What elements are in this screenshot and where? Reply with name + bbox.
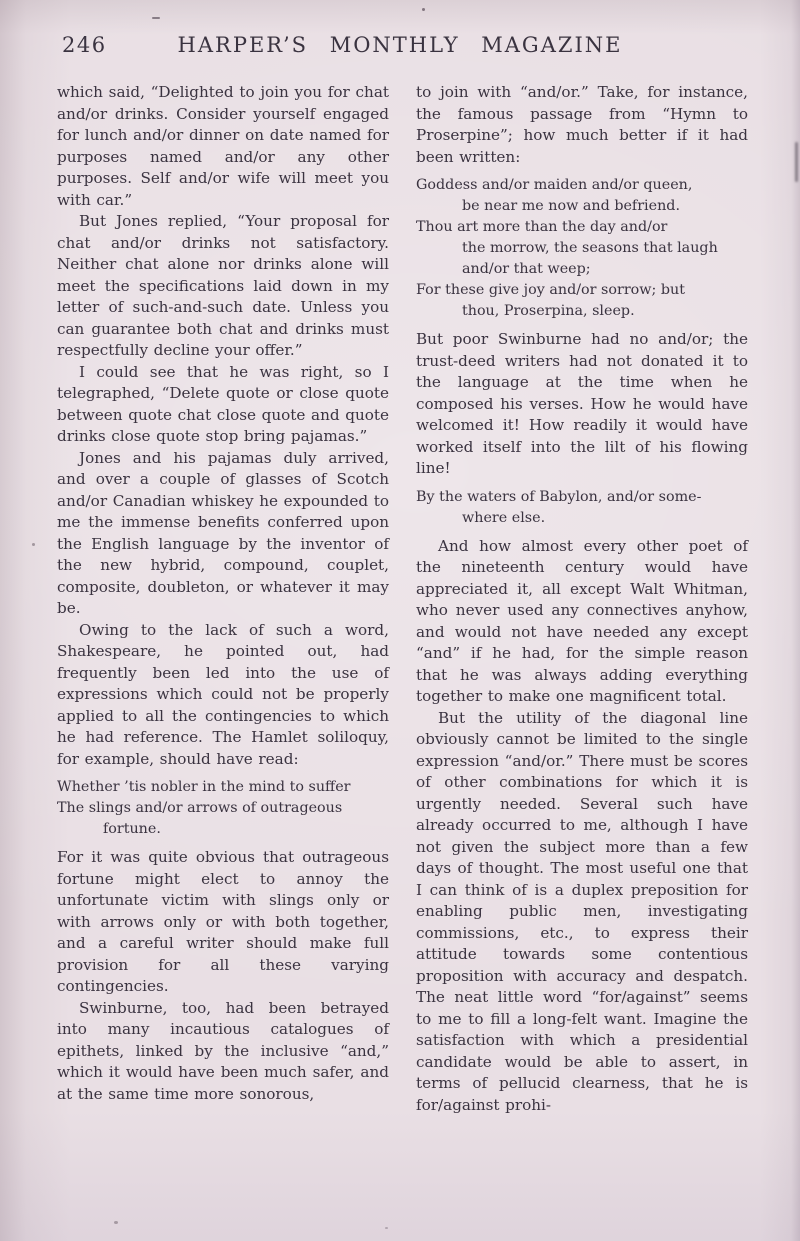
text-columns [57, 82, 747, 1116]
scan-speck [32, 543, 35, 546]
verse-line: be near me now and befriend. [462, 198, 680, 214]
scan-speck [385, 1227, 388, 1229]
magazine-title: HARPER’S MONTHLY MAGAZINE [177, 33, 623, 57]
paragraph: And how almost every other poet of the nineteenth century would have appreciated it, all except Walt Whitman, who never used any connectives anyhow, and would not have needed any except “and” if he had, for the simple reason that he was always adding everything together to make one magnificent total. [416, 536, 748, 705]
verse-line: Whether ’tis nobler in the mind to suffer [57, 779, 351, 795]
verse-line: the morrow, the seasons that laugh [462, 240, 718, 256]
verse-line: fortune. [103, 821, 161, 837]
verse-block-babylon [416, 487, 748, 529]
left-column [57, 82, 389, 1105]
verse-line: The slings and/or arrows of outrageous [57, 800, 343, 816]
page-number: 246 [62, 33, 107, 57]
scan-speck [422, 8, 425, 11]
paragraph: which said, “Delighted to join you for chat and/or drinks. Consider yourself engaged for lunch and/or dinner on date named for purposes named and/or any other purposes. Self and/or wife will meet you with car.” [57, 83, 389, 209]
verse-line: where else. [462, 509, 546, 526]
paragraph: For it was quite obvious that outrageous fortune might elect to annoy the unfortunate victim with slings only or with arrows only or with both together, and a careful writer should make full provision for all these varying contingencies. [57, 848, 389, 995]
paragraph: But Jones replied, “Your proposal for chat and/or drinks not satisfactory. Neither chat alone nor drinks alone will meet the specifications laid down in my letter of such-and-such date. Unless you can guarantee both chat and drinks must respectfully decline your offer.” [57, 212, 389, 359]
scan-speck [152, 17, 160, 19]
verse-line: thou, Proserpina, sleep. [462, 303, 635, 319]
paragraph: to join with “and/or.” Take, for instance, the famous passage from “Hymn to Proserpine”; how much better if it had been written: [416, 83, 748, 166]
paragraph: But the utility of the diagonal line obviously cannot be limited to the single expression “and/or.” There must be scores of other combinations for which it is urgently needed. Several such have already occurred to me, although I have not given the subject more than a few days of thought. The most useful one that I can think of is a duplex preposition for enabling public men, investigating commissions, etc., to express their attitude towards some contentious proposition with accuracy and despatch. The neat little word “for/against” seems to me to fill a long-felt want. Imagine the satisfaction with which a presidential candidate would be able to assert, in terms of pellucid clearness, that he is for/against prohi- [416, 708, 748, 1114]
paragraph: Owing to the lack of such a word, Shakespeare, he pointed out, had frequently been led into the use of expressions which could not be properly applied to all the contingencies to which he had reference. The Hamlet soliloquy, for example, should have read: [57, 620, 389, 768]
paragraph: I could see that he was right, so I telegraphed, “Delete quote or close quote between quote chat close quote and quote drinks close quote stop bring pajamas.” [57, 362, 389, 445]
scan-speck [114, 1221, 118, 1224]
verse-line: For these give joy and/or sorrow; but [416, 282, 685, 298]
verse-block-proserpine [416, 175, 748, 322]
verse-line: Goddess and/or maiden and/or queen, [416, 177, 693, 193]
paragraph: Jones and his pajamas duly arrived, and over a couple of glasses of Scotch and/or Canadian whiskey he expounded to me the immense benefits conferred upon the English language by the inventor of the new hybrid, compound, couplet, composite, doubleton, or whatever it may be. [57, 448, 389, 617]
scan-edge-mark [795, 142, 798, 182]
verse-line: and/or that weep; [462, 261, 591, 277]
verse-block-hamlet [57, 777, 389, 840]
paragraph: But poor Swinburne had no and/or; the trust-deed writers had not donated it to the language at the time when he composed his verses. How he would have welcomed it! How readily it would have worked itself into the lilt of his flowing line! [416, 330, 748, 477]
paragraph: Swinburne, too, had been betrayed into many incautious catalogues of epithets, linked by the inclusive “and,” which it would have been much safer, and at the same time more sonorous, [57, 998, 389, 1103]
verse-line: By the waters of Babylon, and/or some- [416, 488, 702, 505]
right-column [416, 82, 748, 1116]
verse-line: Thou art more than the day and/or [416, 219, 668, 235]
